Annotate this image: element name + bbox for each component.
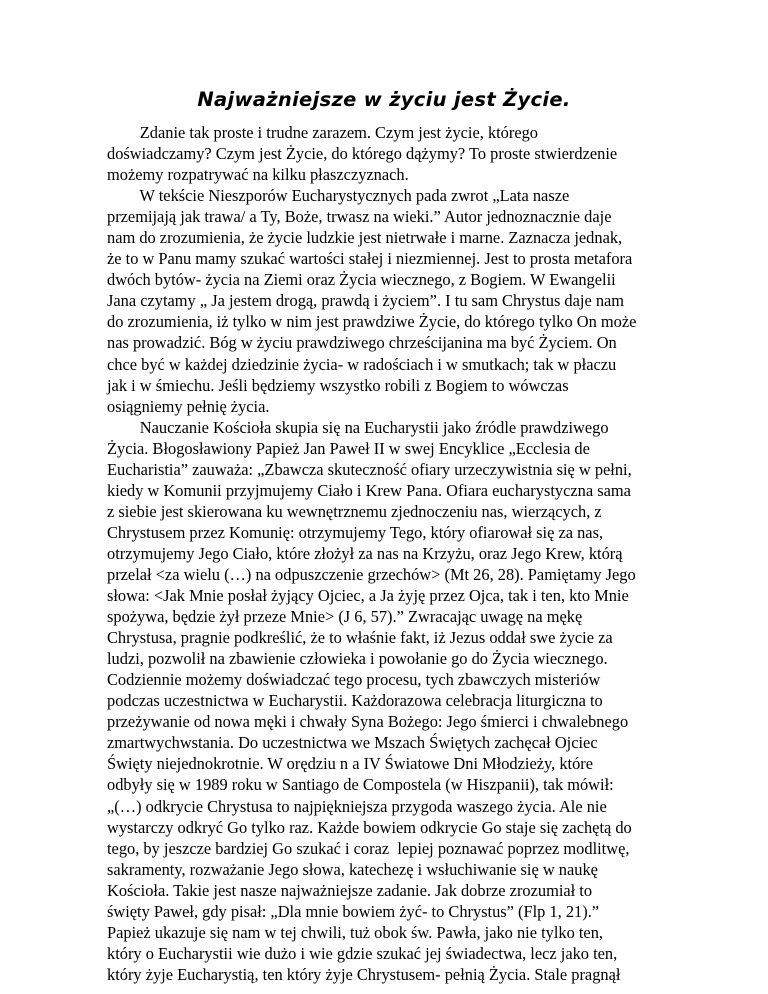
text-line: odbyły się w 1989 roku w Santiago de Compostela (w Hiszpanii), tak mówił: bbox=[107, 775, 614, 795]
text-line: W tekście Nieszporów Eucharystycznych pada zwrot „Lata nasze bbox=[107, 186, 570, 206]
text-line: ludzi, pozwolił na zbawienie człowieka i powołanie go do Życia wiecznego. bbox=[107, 649, 608, 669]
text-line: Święty niejednokrotnie. W orędziu n a IV Światowe Dni Młodzieży, które bbox=[107, 754, 593, 774]
text-line: chce być w każdej dziedzinie życia- w radościach i w smutkach; tak w płaczu bbox=[107, 354, 617, 374]
text-line: Zdanie tak proste i trudne zarazem. Czym jest życie, którego bbox=[107, 123, 539, 142]
text-line: Życia. Błogosławiony Papież Jan Paweł II w swej Encyklice „Ecclesia de bbox=[107, 438, 590, 458]
text-line: Jana czytamy „ Ja jestem drogą, prawdą i życiem”. I tu sam Chrystus daje nam bbox=[107, 291, 625, 311]
text-line: Chrystusa, pragnie podkreślić, że to właśnie fakt, iż Jezus oddał swe życie za bbox=[107, 628, 613, 648]
text-line: kiedy w Komunii przyjmujemy Ciało i Krew Pana. Ofiara eucharystyczna sama bbox=[107, 480, 631, 500]
text-line: Kościoła. Takie jest nasze najważniejsze zadanie. Jak dobrze zrozumiał to bbox=[107, 880, 593, 900]
text-line: przeżywanie od nowa męki i chwały Syna Bożego: Jego śmierci i chwalebnego bbox=[107, 712, 629, 732]
text-line: że to w Panu mamy szukać wartości stałej i niezmiennej. Jest to prosta metafora bbox=[107, 249, 633, 269]
text-line: Nauczanie Kościoła skupia się na Eucharystii jako źródle prawdziwego bbox=[107, 417, 609, 437]
text-line: Chrystusem przez Komunię: otrzymujemy Tego, który ofiarował się za nas, bbox=[107, 522, 604, 542]
text-line: osiągniemy pełnię życia. bbox=[107, 396, 270, 416]
text-line: otrzymujemy Jego Ciało, które złożył za nas na Krzyżu, oraz Jego Krew, którą bbox=[107, 543, 623, 563]
text-line: jak i w śmiechu. Jeśli będziemy wszystko robili z Bogiem to wówczas bbox=[107, 375, 569, 395]
text-line: wystarczy odkryć Go tylko raz. Każde bowiem odkrycie Go staje się zachętą do bbox=[107, 817, 632, 837]
document-title: Najważniejsze w życiu jest Życie. bbox=[197, 88, 571, 111]
text-line: nam do zrozumienia, że życie ludzkie jest nietrwałe i marne. Zaznacza jednak, bbox=[107, 228, 623, 248]
text-line: zmartwychwstania. Do uczestnictwa we Mszach Świętych zachęcał Ojciec bbox=[107, 733, 598, 753]
text-line: przemijają jak trawa/ a Ty, Boże, trwasz na wieki.” Autor jednoznacznie daje bbox=[107, 207, 612, 227]
text-line: spożywa, będzie żył przeze Mnie> (J 6, 57).” Zwracając uwagę na mękę bbox=[107, 607, 583, 627]
text-line: który żyje Eucharystią, ten który żyje Chrystusem- pełnią Życia. Stale pragnął bbox=[107, 964, 621, 984]
text-line: sakramenty, rozważanie Jego słowa, katechezę i wsłuchiwanie się w naukę bbox=[107, 859, 598, 879]
text-line: który o Eucharystii wie dużo i wie gdzie szukać jej świadectwa, lecz jako ten, bbox=[107, 943, 618, 963]
text-line: „(…) odkrycie Chrystusa to najpiękniejsza przygoda waszego życia. Ale nie bbox=[107, 796, 607, 816]
document-body bbox=[107, 122, 687, 985]
text-line: podczas uczestnictwa w Eucharystii. Każdorazowa celebracja liturgiczna to bbox=[107, 691, 603, 711]
text-line: doświadczamy? Czym jest Życie, do którego dążymy? To proste stwierdzenie bbox=[107, 144, 618, 164]
text-line: przelał <za wielu (…) na odpuszczenie grzechów> (Mt 26, 28). Pamiętamy Jego bbox=[107, 564, 636, 584]
text-line: Codziennie możemy doświadczać tego procesu, tych zbawczych misteriów bbox=[107, 670, 601, 690]
text-line: słowa: <Jak Mnie posłał żyjący Ojciec, a Ja żyję przez Ojca, tak i ten, kto Mnie bbox=[107, 586, 629, 606]
text-line: nas prowadzić. Bóg w życiu prawdziwego chrześcijanina ma być Życiem. On bbox=[107, 333, 617, 353]
text-line: do zrozumienia, iż tylko w nim jest prawdziwe Życie, do którego tylko On może bbox=[107, 312, 637, 332]
text-line: święty Paweł, gdy pisał: „Dla mnie bowiem żyć- to Chrystus” (Flp 1, 21).” bbox=[107, 901, 600, 921]
text-line: z siebie jest skierowana ku wewnętrznemu zjednoczeniu nas, wierzących, z bbox=[107, 501, 602, 521]
text-line: Papież ukazuje się nam w tej chwili, tuż obok św. Pawła, jako nie tylko ten, bbox=[107, 922, 604, 942]
text-line: dwóch bytów- życia na Ziemi oraz Życia wiecznego, z Bogiem. W Ewangelii bbox=[107, 270, 616, 290]
text-line: możemy rozpatrywać na kilku płaszczyznach. bbox=[107, 165, 409, 185]
text-line: tego, by jeszcze bardziej Go szukać i coraz lepiej poznawać poprzez modlitwę, bbox=[107, 838, 630, 858]
text-line: Eucharistia” zauważa: „Zbawcza skuteczność ofiary urzeczywistnia się w pełni, bbox=[107, 459, 632, 479]
